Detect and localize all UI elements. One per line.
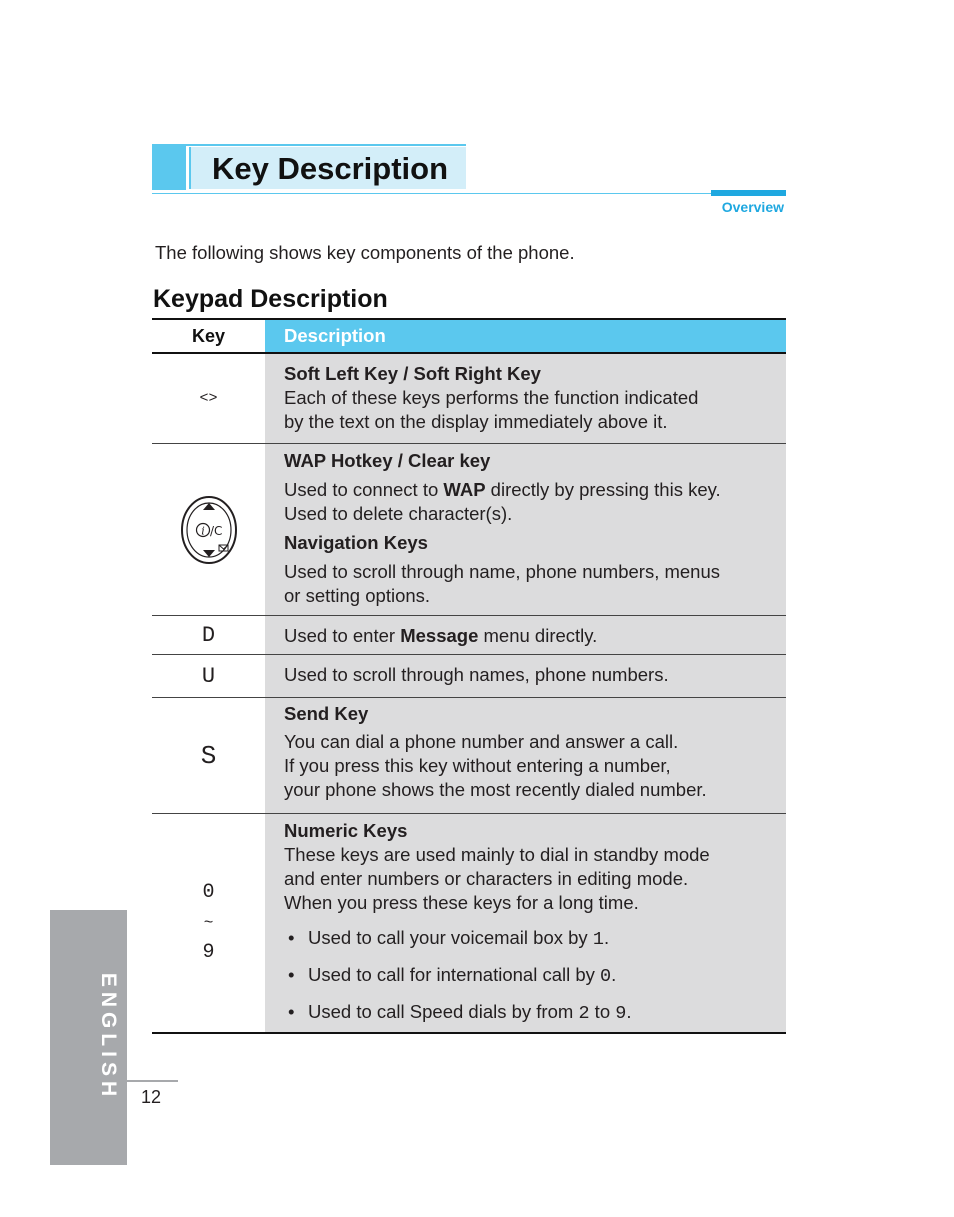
table-row xyxy=(152,655,786,698)
send-key-symbol: S xyxy=(200,740,217,771)
row-line: These keys are used mainly to dial in standby mode xyxy=(284,844,710,865)
section-tab xyxy=(711,190,786,196)
row-line: When you press these keys for a long time. xyxy=(284,892,639,913)
table-row xyxy=(152,814,786,1034)
page-title: Key Description xyxy=(212,151,449,186)
row-title: Numeric Keys xyxy=(284,820,408,841)
wap-emphasis: WAP xyxy=(443,479,486,500)
row-line: Each of these keys performs the function indicated xyxy=(284,387,699,408)
table-row xyxy=(152,444,786,616)
message-key-symbol: D xyxy=(201,622,216,648)
header-description: Description xyxy=(265,320,786,352)
section-label: Overview xyxy=(721,199,784,215)
language-label: ENGLISH xyxy=(97,972,120,1102)
svg-text:i: i xyxy=(200,524,205,537)
bullet-item: • Used to call Speed dials by from 2 to 9. xyxy=(284,1000,774,1026)
table-heading: Keypad Description xyxy=(153,285,388,313)
title-rule xyxy=(152,193,786,194)
bullet-dot: • xyxy=(288,964,295,985)
keypad-table xyxy=(152,318,786,1034)
header-key: Key xyxy=(152,320,265,352)
key-cell xyxy=(152,354,265,443)
row-title: WAP Hotkey / Clear key xyxy=(284,450,491,471)
row-line: You can dial a phone number and answer a call. xyxy=(284,731,679,752)
bullet-dot: • xyxy=(288,927,295,948)
wap-key-label: /C xyxy=(209,523,222,538)
description-cell xyxy=(265,354,786,443)
key-cell xyxy=(152,444,265,615)
page-number: 12 xyxy=(141,1087,162,1107)
row-line: by the text on the display immediately above it. xyxy=(284,411,668,432)
key-cell xyxy=(152,655,265,697)
row-subtitle: Navigation Keys xyxy=(284,532,428,553)
table-row xyxy=(152,698,786,814)
row-line: Used to scroll through names, phone numbers. xyxy=(284,664,669,685)
wap-navigation-key-icon xyxy=(179,495,239,565)
row-line: and enter numbers or characters in editing mode. xyxy=(284,868,689,889)
bullet-item: • Used to call your voicemail box by 1. xyxy=(284,926,774,952)
intro-text: The following shows key components of the phone. xyxy=(155,242,575,263)
bullet-dot: • xyxy=(288,1001,295,1022)
row-title: Send Key xyxy=(284,703,369,724)
row-line: Used to delete character(s). xyxy=(284,503,513,524)
description-cell xyxy=(265,444,786,615)
page-number-rule xyxy=(127,1080,178,1082)
numeric-keys-symbol: 0 ~ 9 xyxy=(202,881,215,964)
description-cell xyxy=(265,616,786,654)
title-accent-square xyxy=(152,146,186,190)
row-title: Soft Left Key / Soft Right Key xyxy=(284,363,541,384)
table-header xyxy=(152,318,786,354)
row-line: Used to enter Message menu directly. xyxy=(284,625,598,646)
row-line: Used to scroll through name, phone numbers, menus xyxy=(284,561,721,582)
row-line: If you press this key without entering a number, xyxy=(284,755,671,776)
description-cell xyxy=(265,814,786,1032)
key-cell xyxy=(152,814,265,1032)
row-line: or setting options. xyxy=(284,585,431,606)
row-line: your phone shows the most recently dialed number. xyxy=(284,779,707,800)
table-row xyxy=(152,616,786,655)
soft-keys-symbol: <> xyxy=(199,390,218,407)
description-cell xyxy=(265,698,786,813)
bullet-item: • Used to call for international call by 0. xyxy=(284,963,774,989)
scroll-key-symbol: U xyxy=(201,663,216,689)
row-line: Used to connect to WAP directly by pressing this key. xyxy=(284,479,721,500)
description-cell xyxy=(265,655,786,697)
table-row xyxy=(152,354,786,444)
key-cell xyxy=(152,616,265,654)
key-cell xyxy=(152,698,265,813)
message-emphasis: Message xyxy=(400,625,479,646)
